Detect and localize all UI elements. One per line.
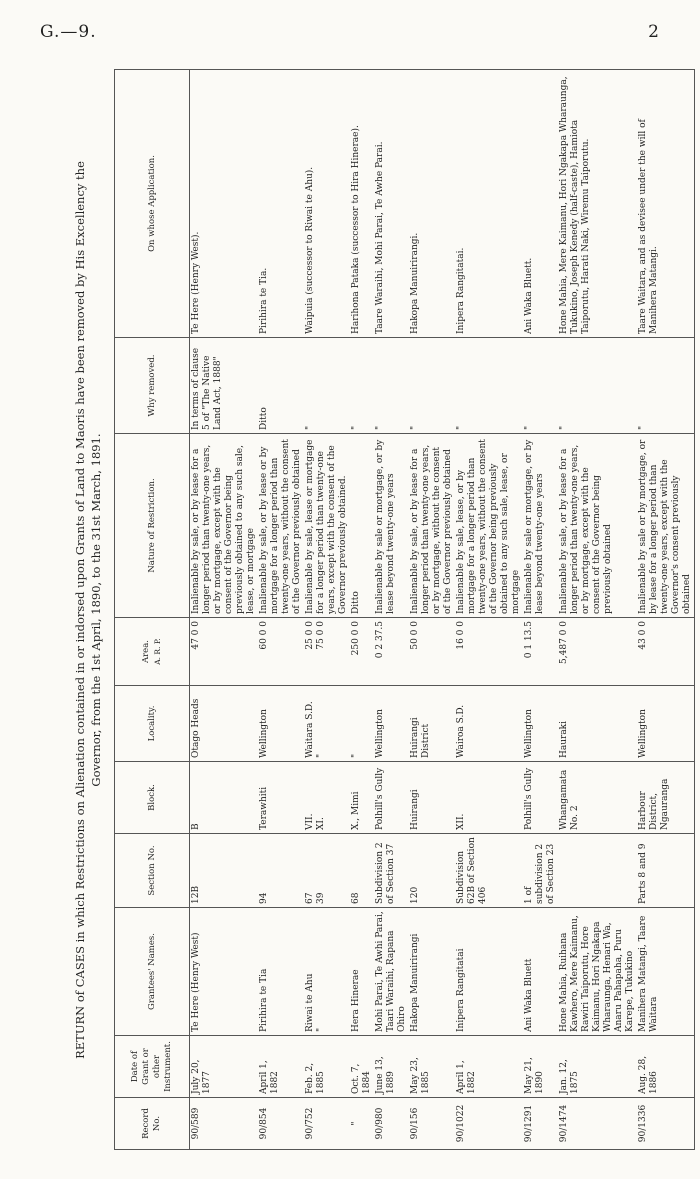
cell-nature	[258, 434, 304, 618]
title-line-2: Governor, from the 1st April, 1890, to the 31st March, 1891.	[89, 433, 103, 787]
table-row	[637, 70, 695, 1150]
cell-why	[258, 338, 304, 434]
cell-record: 90/1336	[637, 1098, 695, 1150]
cell-block	[558, 762, 637, 834]
col-locality: Locality.	[115, 686, 190, 762]
cell-date: May 21, 1890	[523, 1036, 558, 1098]
cell-line: Waipuia (successor to Riwai te Ahu).	[305, 166, 315, 334]
cell-section	[637, 834, 695, 908]
cell-why	[558, 338, 637, 434]
cell-applicant	[374, 70, 409, 338]
cell-line: Harbour District, Ngauranga	[638, 778, 670, 830]
cell-why	[374, 338, 409, 434]
rotated-return-table-region	[72, 70, 692, 1150]
cell-grantees	[455, 908, 523, 1036]
table-row	[558, 70, 637, 1150]
cell-line: Huirangi District	[410, 717, 431, 758]
cell-section	[350, 834, 374, 908]
cell-line: "	[305, 425, 315, 430]
cell-line: Inalienable by sale or mortgage, or by lease beyond twenty-one years	[524, 439, 545, 614]
cell-nature	[637, 434, 695, 618]
cell-nature	[304, 434, 350, 618]
col-area	[115, 618, 190, 686]
cell-line: Inalienable by sale, lease, or by mortgage for a longer period than twenty-one years, without the consent of the Governor being previously obtained to any such sale, lease, or mortgage	[456, 439, 521, 614]
cell-section	[523, 834, 558, 908]
cell-line: B	[191, 823, 201, 830]
cell-applicant	[523, 70, 558, 338]
table-row	[350, 70, 374, 1150]
cell-nature	[409, 434, 455, 618]
cell-line: 250 0 0	[351, 621, 361, 656]
cell-block	[455, 762, 523, 834]
cell-line: Ditto	[259, 407, 269, 430]
cell-block	[409, 762, 455, 834]
cell-line: 0 2 37.5	[375, 621, 385, 659]
cell-line: Wairoa S.D.	[456, 704, 466, 758]
cell-section	[190, 834, 259, 908]
cell-line: 68	[351, 892, 361, 904]
cell-grantees	[558, 908, 637, 1036]
cell-line: Hakopa Manuirirangi.	[410, 232, 420, 334]
cell-line: Otago Heads	[191, 698, 201, 758]
cell-line: Pirihira te Tia.	[259, 267, 269, 334]
cell-line: Inalienable by sale, or by lease for a longer period than twenty-one years, or by mortgage, except with the consent of the Governor being previously obtained	[559, 444, 613, 614]
cell-line: 75 0 0	[316, 621, 326, 650]
cell-line: Te Here (Henry West).	[191, 231, 201, 334]
cell-section	[258, 834, 304, 908]
cell-nature	[558, 434, 637, 618]
cell-applicant	[258, 70, 304, 338]
cell-locality	[409, 686, 455, 762]
col-block: Block.	[115, 762, 190, 834]
cell-nature	[190, 434, 259, 618]
cell-line: XI.	[316, 817, 326, 830]
cell-why	[637, 338, 695, 434]
cell-area	[558, 618, 637, 686]
cell-line: "	[316, 753, 326, 758]
cell-nature	[374, 434, 409, 618]
cell-block	[258, 762, 304, 834]
cell-block	[637, 762, 695, 834]
cell-line: Inalienable by sale or mortgage, or by lease beyond twenty-one years	[375, 439, 396, 614]
cell-line: VII.	[305, 813, 315, 830]
cell-line: Te Here (Henry West)	[191, 932, 201, 1032]
cell-date: Jan. 12, 1875	[558, 1036, 637, 1098]
cell-line: Wellington	[259, 709, 269, 758]
cell-why	[409, 338, 455, 434]
col-grantees: Grantees' Names.	[115, 908, 190, 1036]
cell-record: 90/1474	[558, 1098, 637, 1150]
table-row	[258, 70, 304, 1150]
cell-area	[523, 618, 558, 686]
cell-date: April 1, 1882	[258, 1036, 304, 1098]
cell-line: 50 0 0	[410, 621, 420, 650]
cell-grantees	[374, 908, 409, 1036]
cell-line: "	[559, 425, 569, 430]
col-record: Record No.	[115, 1098, 190, 1150]
cell-date: Oct. 7, 1884	[350, 1036, 374, 1098]
cell-record: 90/752	[304, 1098, 350, 1150]
cell-block	[350, 762, 374, 834]
cell-grantees	[523, 908, 558, 1036]
col-why: Why removed.	[115, 338, 190, 434]
cell-locality	[374, 686, 409, 762]
cell-line: Huirangi	[410, 789, 420, 830]
cell-locality	[350, 686, 374, 762]
col-applicant: On whose Application.	[115, 70, 190, 338]
cell-line: Hera Hinerae	[351, 969, 361, 1032]
cell-date: Aug. 28, 1886	[637, 1036, 695, 1098]
cell-why	[523, 338, 558, 434]
cell-area	[304, 618, 350, 686]
page-reference: G.—9.	[40, 22, 97, 42]
cell-line: In terms of clause 5 of "The Native Land Act, 1888"	[191, 347, 223, 430]
cell-area	[258, 618, 304, 686]
cell-record: 90/589	[190, 1098, 259, 1150]
cell-line: "	[638, 425, 648, 430]
cell-line: Ani Waka Bluett.	[524, 257, 534, 334]
cell-record: 90/156	[409, 1098, 455, 1150]
cell-line: 43 0 0	[638, 621, 648, 650]
cell-nature	[523, 434, 558, 618]
cell-line: 67	[305, 892, 315, 904]
cell-area	[637, 618, 695, 686]
cell-line: 39	[316, 892, 326, 904]
cell-line: Inalienable by sale or by mortgage, or by lease for a longer period than twenty-one years, except with the Governor's consent previously obtained	[638, 439, 692, 614]
cell-why	[350, 338, 374, 434]
cell-grantees	[190, 908, 259, 1036]
document-title	[72, 70, 104, 1150]
cell-area	[190, 618, 259, 686]
cell-line: Manihera Matangi, Taare Waitara	[638, 915, 659, 1032]
page-number: 2	[648, 22, 660, 42]
cell-line: Inalienable by sale, or by lease for a longer period than twenty-one years, or by mortgage, without the consent of the Governor previously obtained	[410, 444, 453, 614]
table-row	[455, 70, 523, 1150]
table-row	[409, 70, 455, 1150]
cell-record: 90/854	[258, 1098, 304, 1150]
cell-line: Pirihira te Tia	[259, 968, 269, 1032]
cell-line: 25 0 0	[305, 621, 315, 650]
cell-grantees	[258, 908, 304, 1036]
return-table	[114, 69, 695, 1150]
cell-line: Wellington	[638, 709, 648, 758]
cell-line: Inipera Rangitatai.	[456, 247, 466, 334]
cell-locality	[523, 686, 558, 762]
cell-line: "	[316, 1027, 326, 1032]
cell-block	[304, 762, 350, 834]
cell-locality	[190, 686, 259, 762]
cell-line: Riwai te Ahu	[305, 973, 315, 1032]
cell-line: 47 0 0	[191, 621, 201, 650]
cell-nature	[455, 434, 523, 618]
cell-area	[374, 618, 409, 686]
cell-why	[455, 338, 523, 434]
cell-area	[455, 618, 523, 686]
cell-why	[304, 338, 350, 434]
cell-locality	[455, 686, 523, 762]
cell-line: "	[351, 425, 361, 430]
cell-date: April 1, 1882	[455, 1036, 523, 1098]
cell-line: Terawhiti	[259, 786, 269, 830]
cell-section	[304, 834, 350, 908]
cell-record: "	[350, 1098, 374, 1150]
cell-line: Polhill's Gully	[375, 767, 385, 830]
cell-applicant	[190, 70, 259, 338]
cell-line: "	[410, 425, 420, 430]
cell-area	[409, 618, 455, 686]
cell-line: Subdivision 62B of Section 406	[456, 837, 488, 904]
cell-nature	[350, 434, 374, 618]
cell-line: Ani Waka Bluett	[524, 958, 534, 1032]
cell-locality	[304, 686, 350, 762]
cell-grantees	[350, 908, 374, 1036]
cell-block	[523, 762, 558, 834]
cell-grantees	[304, 908, 350, 1036]
cell-locality	[637, 686, 695, 762]
cell-date: June 13, 1889	[374, 1036, 409, 1098]
cell-applicant	[558, 70, 637, 338]
table-row	[374, 70, 409, 1150]
cell-line: Inalienable by sale, lease or mortgage for a longer period than twenty-one years, except with the consent of the Governor previously obtained.	[305, 439, 348, 614]
title-line-1: RETURN of CASES in which Restrictions on Alienation contained in or indorsed upon Grants of Land to Maoris have been removed by His Excellency the	[73, 161, 87, 1059]
cell-line: Ditto	[351, 591, 361, 614]
cell-applicant	[350, 70, 374, 338]
cell-line: XII.	[456, 813, 466, 830]
cell-date: May 23, 1885	[409, 1036, 455, 1098]
cell-block	[190, 762, 259, 834]
cell-line: Whangamata No. 2	[559, 769, 580, 830]
cell-line: 12B	[191, 885, 201, 904]
cell-section	[409, 834, 455, 908]
cell-line: Polhill's Gully	[524, 767, 534, 830]
cell-section	[374, 834, 409, 908]
col-date: Date of Grant or other Instrument.	[115, 1036, 190, 1098]
cell-record: 90/1291	[523, 1098, 558, 1150]
cell-line: Subdivision 2 of Section 37	[375, 842, 396, 904]
cell-line: Hone Mahia, Ruihana Kawhero, Mere Kaimanu, Rawiri Taiporutu, Hore Kaimanu, Hori Ngakapa Wharaunga, Henari Wa, Anaru Pahapaha, Puru Karepe, Tukukino	[559, 915, 635, 1032]
col-nature: Nature of Restriction.	[115, 434, 190, 618]
cell-locality	[558, 686, 637, 762]
cell-line: 16 0 0	[456, 621, 466, 650]
col-area-units: A. R. P.	[153, 638, 162, 665]
table-row	[190, 70, 259, 1150]
cell-line: Inipera Rangitatai	[456, 948, 466, 1032]
cell-line: Taare Waitara, and as devisee under the will of Manihera Matangi.	[638, 119, 659, 334]
table-row	[523, 70, 558, 1150]
cell-line: 5,487 0 0	[559, 621, 569, 664]
cell-line: Hone Mahia, Mere Kaimanu, Hori Ngakapa Wharaunga, Tukukino, Joseph Kenedy (half-caste), Hamiota Taiporutu, Harati Naki, Wiremu Taiporutu.	[559, 76, 591, 334]
header-row	[115, 70, 190, 1150]
cell-line: 120	[410, 886, 420, 904]
cell-applicant	[304, 70, 350, 338]
cell-why	[190, 338, 259, 434]
cell-block	[374, 762, 409, 834]
cell-line: "	[524, 425, 534, 430]
cell-line: 1 of subdivision 2 of Section 23	[524, 843, 556, 904]
cell-record: 90/980	[374, 1098, 409, 1150]
cell-section	[558, 834, 637, 908]
cell-grantees	[637, 908, 695, 1036]
cell-line: 0 1 13.5	[524, 621, 534, 659]
cell-record: 90/1022	[455, 1098, 523, 1150]
cell-line: Inalienable by sale, or by lease for a longer period than twenty-one years, or by mortgage, except with the consent of the Governor being previously obtained to any such sale, lease, or mortgage	[191, 444, 256, 614]
cell-line: Mohi Parai, Te Awhi Parai, Taari Waraihi, Rapana Ohiro	[375, 911, 407, 1032]
cell-date: Feb. 2, 1885	[304, 1036, 350, 1098]
cell-line: Inalienable by sale, or by lease or by mortgage for a longer period than twenty-one years, without the consent of the Governor previously obtained	[259, 439, 302, 614]
table-row	[304, 70, 350, 1150]
table-body	[190, 70, 695, 1150]
cell-line: X., Mimi	[351, 791, 361, 830]
cell-area	[350, 618, 374, 686]
cell-date: July 20, 1877	[190, 1036, 259, 1098]
cell-line: "	[375, 425, 385, 430]
cell-applicant	[637, 70, 695, 338]
cell-locality	[258, 686, 304, 762]
cell-line: Wellington	[524, 709, 534, 758]
cell-grantees	[409, 908, 455, 1036]
cell-line: 94	[259, 892, 269, 904]
cell-line: Parts 8 and 9	[638, 843, 648, 904]
cell-line: 60 0 0	[259, 621, 269, 650]
cell-line: Hakopa Manuirirangi	[410, 933, 420, 1032]
col-section: Section No.	[115, 834, 190, 908]
cell-line: Harihona Pataka (successor to Hira Hinerae).	[351, 125, 361, 334]
cell-applicant	[409, 70, 455, 338]
cell-line: Wellington	[375, 709, 385, 758]
cell-line: Taare Waraihi, Mohi Parai, Te Awhe Parai.	[375, 141, 385, 334]
cell-line: "	[456, 425, 466, 430]
cell-section	[455, 834, 523, 908]
cell-line: Hauraki	[559, 720, 569, 758]
col-area-label: Area.	[141, 640, 151, 664]
cell-line: Waitara S.D.	[305, 701, 315, 758]
cell-line: "	[351, 753, 361, 758]
cell-applicant	[455, 70, 523, 338]
